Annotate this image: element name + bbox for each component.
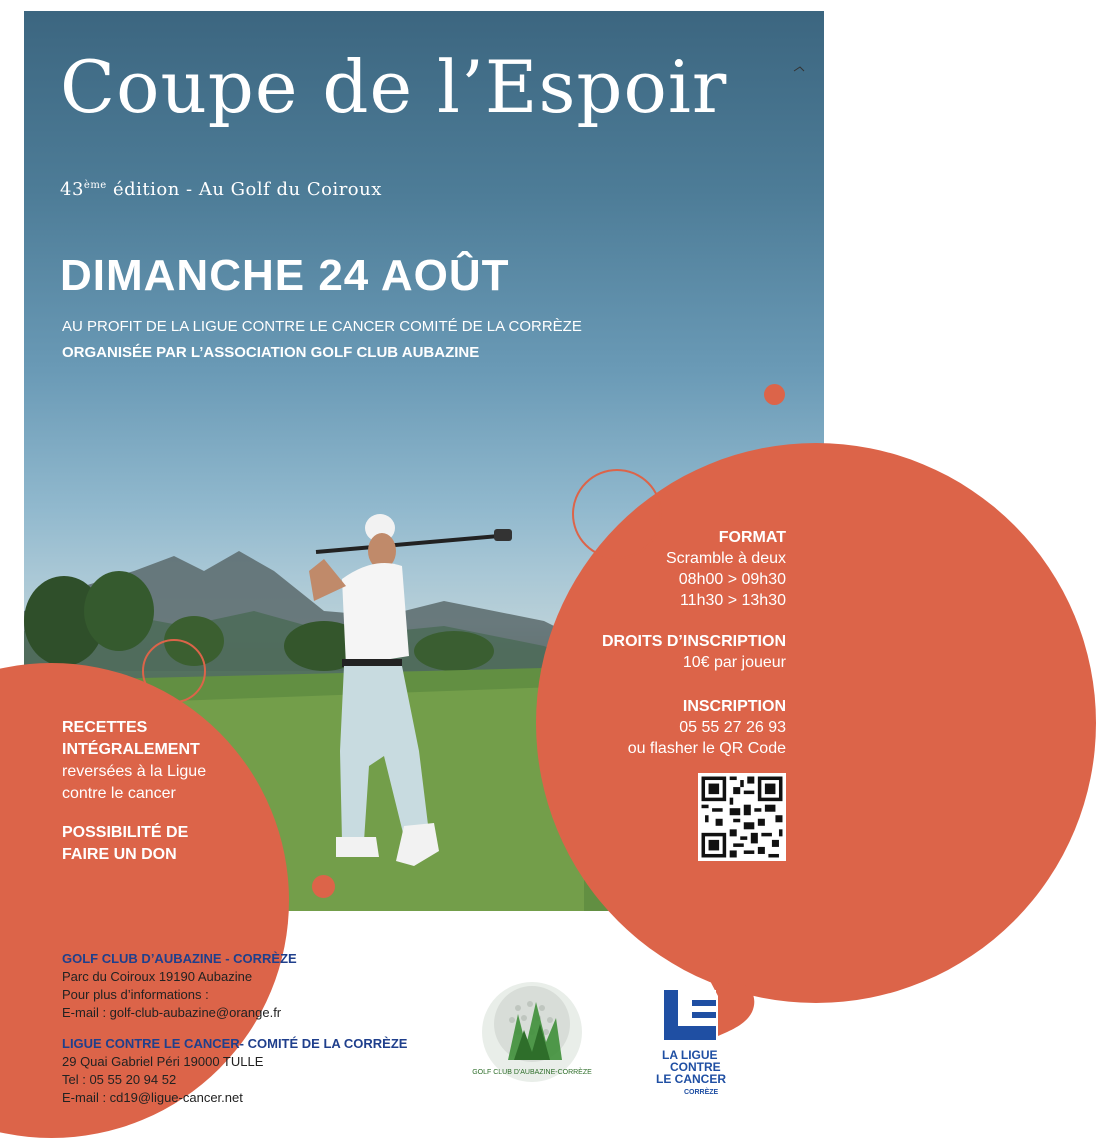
fees-price: 10€ par joueur	[682, 654, 786, 671]
ligue-logo-line-2: CONTRE	[670, 1060, 721, 1074]
fees-heading: DROITS D’INSCRIPTION	[601, 633, 786, 650]
proceeds-heading-2: INTÉGRALEMENT	[62, 741, 200, 758]
ligue-email[interactable]: E-mail : cd19@ligue-cancer.net	[62, 1090, 243, 1105]
event-subtitle	[60, 179, 382, 200]
golf-club-logo	[472, 978, 592, 1086]
donation-section	[62, 822, 188, 866]
format-type: Scramble à deux	[665, 550, 786, 567]
event-title: Coupe de l’Espoir	[60, 45, 728, 129]
ligue-logo-line-3: LE CANCER	[656, 1072, 727, 1086]
ligue-contact	[62, 1035, 407, 1107]
club-address: Parc du Coiroux 19190 Aubazine	[62, 969, 253, 984]
ring-left-decoration	[142, 639, 206, 703]
club-name: GOLF CLUB D’AUBAZINE - CORRÈZE	[62, 951, 297, 966]
proceeds-text-1: reversées à la Ligue	[62, 763, 207, 780]
poster	[24, 11, 824, 911]
edition-location: édition - Au Golf du Coiroux	[106, 179, 382, 200]
ring-top-decoration	[572, 469, 662, 559]
format-slot-1: 08h00 > 09h30	[678, 571, 786, 588]
qr-code[interactable]	[698, 773, 786, 861]
edition-suffix: ème	[83, 180, 107, 191]
format-section	[666, 527, 786, 611]
donation-line-1: POSSIBILITÉ DE	[62, 824, 189, 841]
club-email[interactable]: E-mail : golf-club-aubazine@orange.fr	[62, 1005, 282, 1020]
club-contact	[62, 950, 297, 1022]
ligue-tel: Tel : 05 55 20 94 52	[62, 1072, 177, 1087]
golf-club-logo-text: GOLF CLUB D'AUBAZINE-CORRÈZE	[472, 1069, 592, 1076]
organizer-line: ORGANISÉE PAR L’ASSOCIATION GOLF CLUB AUBAZINE	[62, 344, 480, 361]
format-heading: FORMAT	[718, 529, 786, 546]
registration-section	[628, 696, 786, 759]
ligue-contre-le-cancer-logo	[656, 954, 760, 1096]
club-info: Pour plus d’informations :	[62, 987, 209, 1002]
proceeds-heading-1: RECETTES	[62, 719, 148, 736]
proceeds-text-2: contre le cancer	[62, 785, 176, 802]
edition-number: 43	[60, 179, 84, 200]
event-date: DIMANCHE 24 AOÛT	[60, 251, 510, 300]
ligue-logo-line-4: CORRÈZE	[684, 1089, 719, 1096]
donation-line-2: FAIRE UN DON	[62, 846, 177, 863]
ligue-logo-line-1: LA LIGUE	[662, 1048, 718, 1062]
ligue-name: LIGUE CONTRE LE CANCER- COMITÉ DE LA CORRÈZE	[62, 1036, 408, 1051]
proceeds-section	[62, 717, 206, 805]
dot-top-right	[764, 384, 785, 405]
registration-qr-text: ou flasher le QR Code	[627, 740, 786, 757]
fees-section	[602, 631, 786, 673]
format-slot-2: 11h30 > 13h30	[679, 592, 786, 609]
ligue-address: 29 Quai Gabriel Péri 19000 TULLE	[62, 1054, 264, 1069]
profit-line: AU PROFIT DE LA LIGUE CONTRE LE CANCER COMITÉ DE LA CORRÈZE	[62, 318, 582, 335]
registration-phone: 05 55 27 26 93	[679, 719, 786, 736]
dot-bottom-left	[312, 875, 335, 898]
registration-heading: INSCRIPTION	[682, 698, 786, 715]
